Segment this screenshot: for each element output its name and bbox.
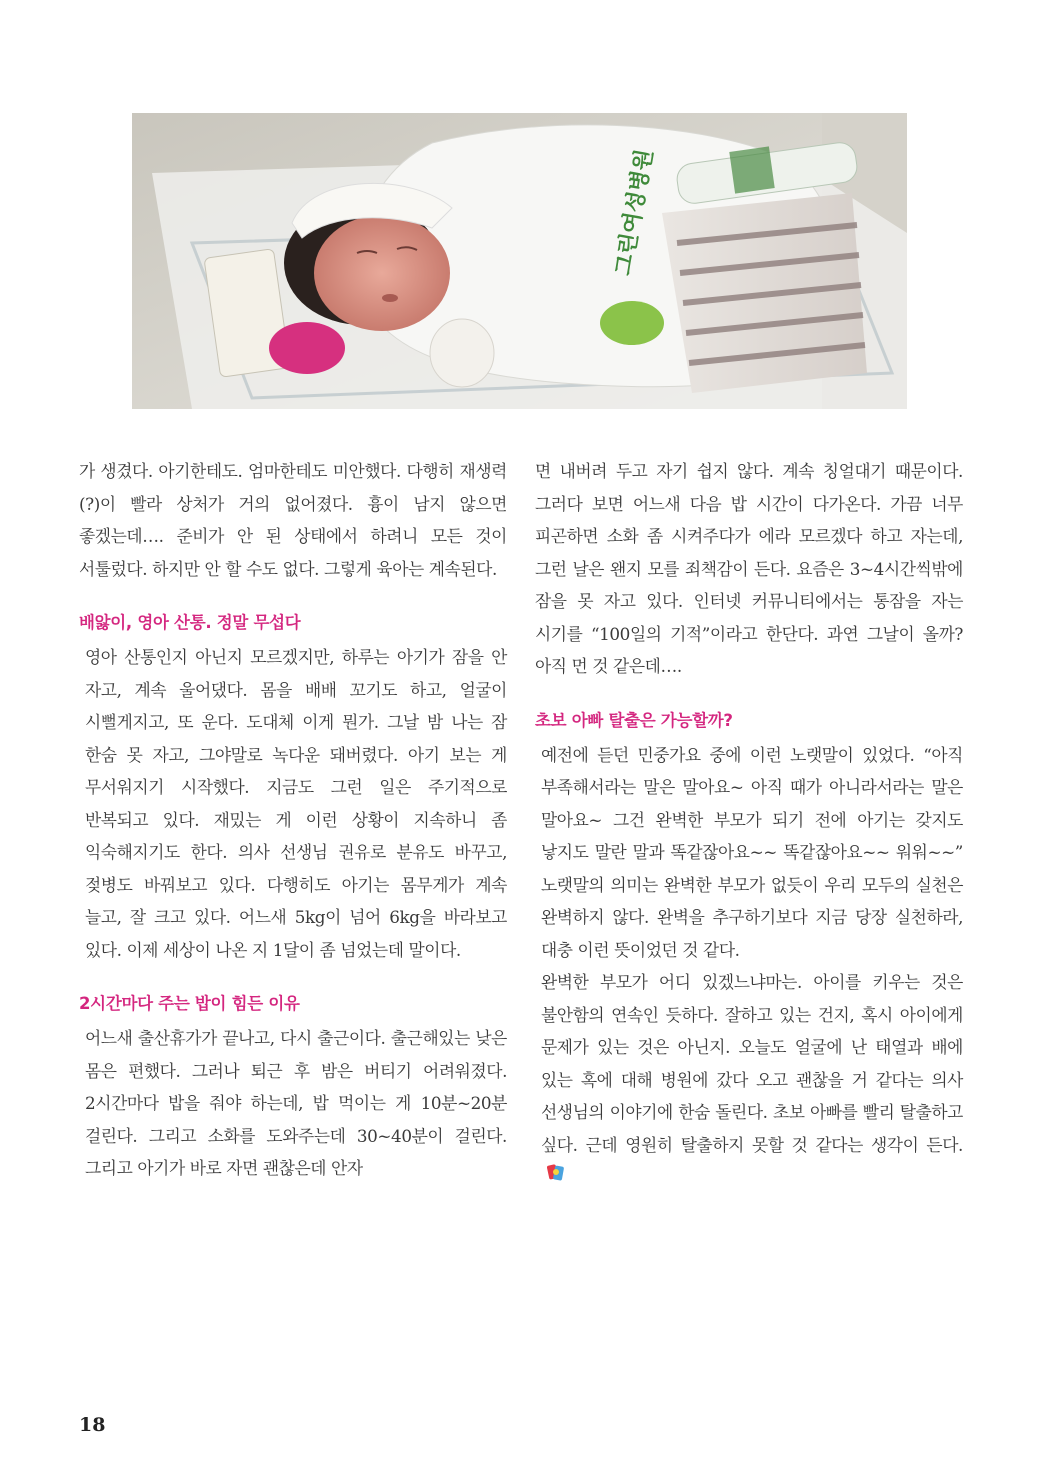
section-heading-colic: 배앓이, 영아 산통. 정말 무섭다 bbox=[79, 613, 301, 632]
right-paragraph-2: 예전에 듣던 민중가요 중에 이런 노랫말이 있었다. “아직 부족해서라는 말은 말아요~ 아직 때가 아니라서라는 말은 말아요~ 그건 완벽한 부모가 되기 전에 아기는 갖지도 낳지도 말란 말과 똑같잖아요~~ 똑같잖아요~~ 워워~~” 노랫말의 의미는 완벽한 부모가 없듯이 우리 모두의 실천은 완벽하지 않다. 완벽을 추구하기보다 지금 당장 실천하라, 대충 이런 뜻이었던 것 같다. bbox=[541, 744, 963, 960]
newborn-photo bbox=[132, 113, 907, 409]
newborn-photo-illustration bbox=[132, 113, 907, 409]
right-paragraph-3-text: 완벽한 부모가 어디 있겠느냐마는. 아이를 키우는 것은 불안함의 연속인 듯하다. 잘하고 있는 건지, 혹시 아이에게 문제가 있는 것은 아닌지. 오늘도 얼굴에 난 태열과 배에 있는 혹에 대해 병원에 갔다 오고 괜찮을 거 같다는 의사 선생님의 이야기에 한숨 돌린다. 초보 아빠를 빨리 탈출하고 싶다. 근데 영원히 탈출하지 못할 것 같다는 생각이 든다. bbox=[541, 972, 963, 1155]
section-heading-feeding: 2시간마다 주는 밥이 힘든 이유 bbox=[79, 994, 300, 1013]
right-paragraph-1: 면 내버려 두고 자기 쉽지 않다. 계속 칭얼대기 때문이다. 그러다 보면 어느새 다음 밥 시간이 다가온다. 가끔 너무 피곤하면 소화 좀 시켜주다가 에라 모르겠다 하고 자는데, 그런 날은 왠지 모를 죄책감이 든다. 요즘은 3~4시간씩밖에 잠을 못 자고 있다. 인터넷 커뮤니티에서는 통잠을 자는 시기를 “100일의 기적”이라고 한단다. 과연 그날이 올까? 아직 먼 것 같은데…. bbox=[535, 461, 963, 676]
page-number: 18 bbox=[79, 1414, 106, 1436]
blanket-print-text: 그린여성병원 bbox=[611, 147, 659, 278]
right-paragraph-3 bbox=[535, 966, 963, 1195]
left-paragraph-1: 가 생겼다. 아기한테도. 엄마한테도 미안했다. 다행히 재생력(?)이 빨라 상처가 거의 없어졌다. 흉이 남지 않으면 좋겠는데…. 준비가 안 된 상태에서 하려니 모든 것이 서툴렀다. 하지만 안 할 수도 없다. 그렇게 육아는 계속된다. bbox=[79, 461, 507, 579]
sticker-emoji-icon bbox=[545, 1162, 567, 1195]
left-column bbox=[79, 455, 507, 1185]
left-paragraph-2: 영아 산통인지 아닌지 모르겠지만, 하루는 아기가 잠을 안 자고, 계속 울어댔다. 몸을 배배 꼬기도 하고, 얼굴이 시뻘게지고, 또 운다. 도대체 이게 뭔가. 그날 밤 나는 잠 한숨 못 자고, 그야말로 녹다운 돼버렸다. 아기 보는 게 무서워지기 시작했다. 지금도 그런 일은 주기적으로 반복되고 있다. 재밌는 게 이런 상황이 지속하니 좀 익숙해지기도 한다. 의사 선생님 권유로 분유도 바꾸고, 젖병도 바꿔보고 있다. 다행히도 아기는 몸무게가 계속 늘고, 잘 크고 있다. 어느새 5kg이 넘어 6kg을 바라보고 있다. 이제 세상이 나온 지 1달이 좀 넘었는데 말이다. bbox=[85, 647, 507, 960]
left-paragraph-3: 어느새 출산휴가가 끝나고, 다시 출근이다. 출근해있는 낮은 몸은 편했다. 그러나 퇴근 후 밤은 버티기 어려워졌다. 2시간마다 밥을 줘야 하는데, 밥 먹이는 게 10분~20분 걸린다. 그리고 소화를 도와주는데 30~40분이 걸린다. 그리고 아기가 바로 자면 괜찮은데 안자 bbox=[85, 1028, 507, 1178]
right-column bbox=[535, 455, 963, 1195]
section-heading-novice-dad: 초보 아빠 탈출은 가능할까? bbox=[535, 710, 733, 730]
